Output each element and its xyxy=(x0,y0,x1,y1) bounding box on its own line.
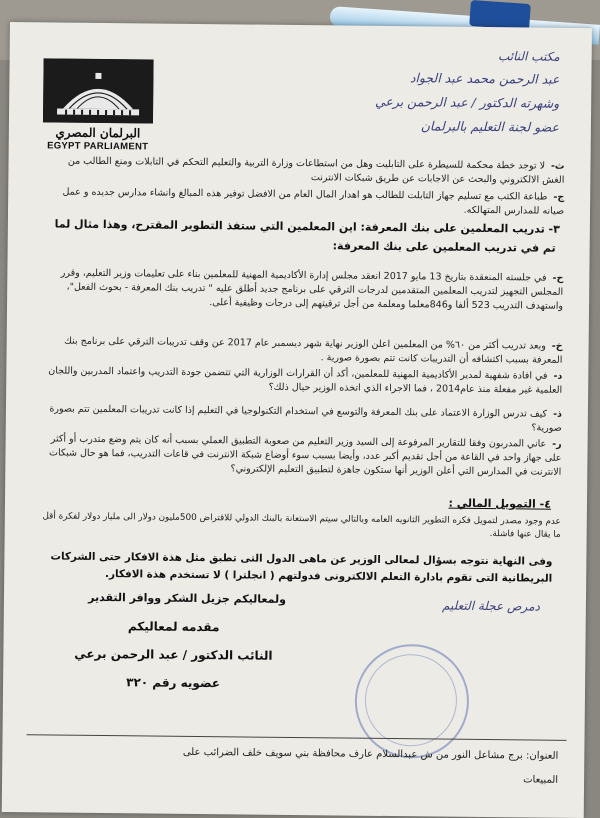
logo-arabic-text: البرلمان المصري xyxy=(55,125,141,141)
item-text: وبعد تدريب أكثر من ٦٠% من المعلمين اعلن الوزير نهاية شهر ديسمبر عام 2017 عن وقف تدريبات الترقي على برنامج بنك المعرفة بسبب اكتشافه أن التدريبات كانت تتم بصورة صورية . xyxy=(64,335,563,367)
thanks-line: ولمعاليكم جزيل الشكر ووافر التقدير xyxy=(88,590,287,606)
section-3-subheading: تم في تدريب المعلمين على بنك المعرفة: xyxy=(332,239,556,255)
parliament-logo xyxy=(43,58,154,153)
list-item xyxy=(43,266,563,314)
parliament-dome-icon xyxy=(43,58,154,123)
list-item xyxy=(44,154,564,188)
item-text: كيف تدرس الوزارة الاعتماد على بنك المعرفة والتوسع في استخدام التكنولوجيا في التعليم إذا كانت تدريبات المعلمين تتم بصورة صورية؟ xyxy=(49,403,562,435)
list-item xyxy=(44,185,564,219)
list-item xyxy=(41,432,561,480)
item-text: في افادة شفهية لمدير الأكاديمية المهنية للمعلمين، أكد أن القرارات الوزارية التي تتضمن جودة التدريب واعتماد المدربين واللجان العلمية غير مفعلة منذ عام2014 ، فما الاجراء الذي اتخذه الوزير حيال ذلك؟ xyxy=(48,365,563,397)
item-text: طباعة الكتب مع تسليم جهاز التابلت للطالب هو اهدار المال العام من الافضل توفير هذه المبالغ وانشاء مدارس جديده و عمل صيانه للمدارس المتهالكه. xyxy=(62,186,565,218)
item-marker: د- xyxy=(553,370,563,382)
logo-english-text: EGYPT PARLIAMENT xyxy=(47,140,149,153)
item-marker: ح- xyxy=(552,272,564,284)
section-4-text: عدم وجود مصدر لتمويل فكره التطوير الثانويه العامه وبالتالي سيتم الاستعانة بالبنك الدولي للاقتراض 500مليون دولار الى مليار دولار لفكرة أقل ما يقال عنها فاشلة. xyxy=(42,511,561,540)
section-3-heading xyxy=(40,216,560,237)
pen-clip xyxy=(469,0,531,30)
handwritten-signature: دمرص عجلة التعليم xyxy=(442,598,540,614)
section-4-heading: ٤- التمويل المالي : xyxy=(448,496,552,511)
closing-paragraph: وفى النهاية نتوجه بسؤال لمعالى الوزير عن ماهى الدول التى تطبق مثل هذة الافكار حتى الشركات البريطانية التى تقوم بادارة التعلم الالكترونى فدولتهم ( انجلترا ) لا تستخدم هذة الافكار. xyxy=(50,550,553,585)
item-marker: ث- xyxy=(550,160,565,172)
document-page xyxy=(2,22,592,818)
handwritten-committee-line: عضو لجنة التعليم بالبرلمان xyxy=(420,118,560,135)
list-item xyxy=(42,364,562,398)
footer-divider xyxy=(27,734,567,741)
item-marker: ذ- xyxy=(553,408,562,420)
list-item xyxy=(42,334,562,368)
section-3-heading-text: ٣- تدريب المعلمين على بنك المعرفة: اين المعلمين التي ستفذ التطوير المقترح، وهذا مثال لما xyxy=(54,217,560,236)
signoff-name: النائب الدكتور / عبد الرحمن برعي xyxy=(74,646,273,663)
item-text: عاني المدربون وفقا للتقارير المرفوعة إلى السيد وزير التعليم من صعوبة التطبيق العملي بسبب أنه كان يتم وضع متدرب أو أكثر على جهاز واحد في القاعة من أجل تقديم أكبر عدد، وأيضا بسبب سوء أوضاع شبكة الانترنت في قاعات التدريب، فما هو حال شبكات الانترنت في المدارس التي أعلن الوزير أنها ستكون جاهزة لتطبيق التعليم الإلكتروني؟ xyxy=(49,433,562,479)
item-marker: ج- xyxy=(553,191,565,203)
item-marker: ر- xyxy=(552,438,562,450)
footer-address: العنوان: برج مشاعل النور من ش عبدالسلام عارف محافظة بني سويف خلف الضرائب على xyxy=(182,746,559,762)
item-marker: خ- xyxy=(551,340,563,352)
footer-address-continued: المبيعات xyxy=(523,774,559,786)
item-text: لا توجد خطة محكمة للسيطرة على التابليت وهل من استطاعات وزارة التربية والتعليم التحكم في التابلات ومنع الطالب من الغش الالكتروني والبحث عن الاجابات عن طريق شبكات الانترنت xyxy=(67,155,565,187)
item-text: في جلسته المنعقدة بتاريخ 13 مايو 2017 انعقد مجلس إدارة الأكاديمية المهنية للمعلمين بناء على تعليمات وزير التعليم، وقرر المجلس التجهيز لتدريب المعلمين المتقدمين لدرجات الترقي على برنامج جديد أطلق عليه " تدريب بنك المعرفة - بحوث الفعل"، واستهدف التدريب 523 ألفا و846معلما ومعلمة من أجل ترقيتهم إلى درجات وظيفية أعلى. xyxy=(60,267,564,313)
handwritten-office-line: مكتب النائب xyxy=(497,49,560,64)
handwritten-name-line: عبد الرحمن محمد عبد الجواد xyxy=(409,70,560,87)
list-item xyxy=(42,402,562,436)
signoff-membership: عضويه رقم ٣٢٠ xyxy=(126,675,221,691)
official-stamp-inner-ring xyxy=(364,654,457,747)
handwritten-known-as-line: وشهرته الدكتور / عبد الرحمن برعي xyxy=(374,93,560,111)
signoff-presented: مقدمه لمعاليكم xyxy=(127,619,220,635)
